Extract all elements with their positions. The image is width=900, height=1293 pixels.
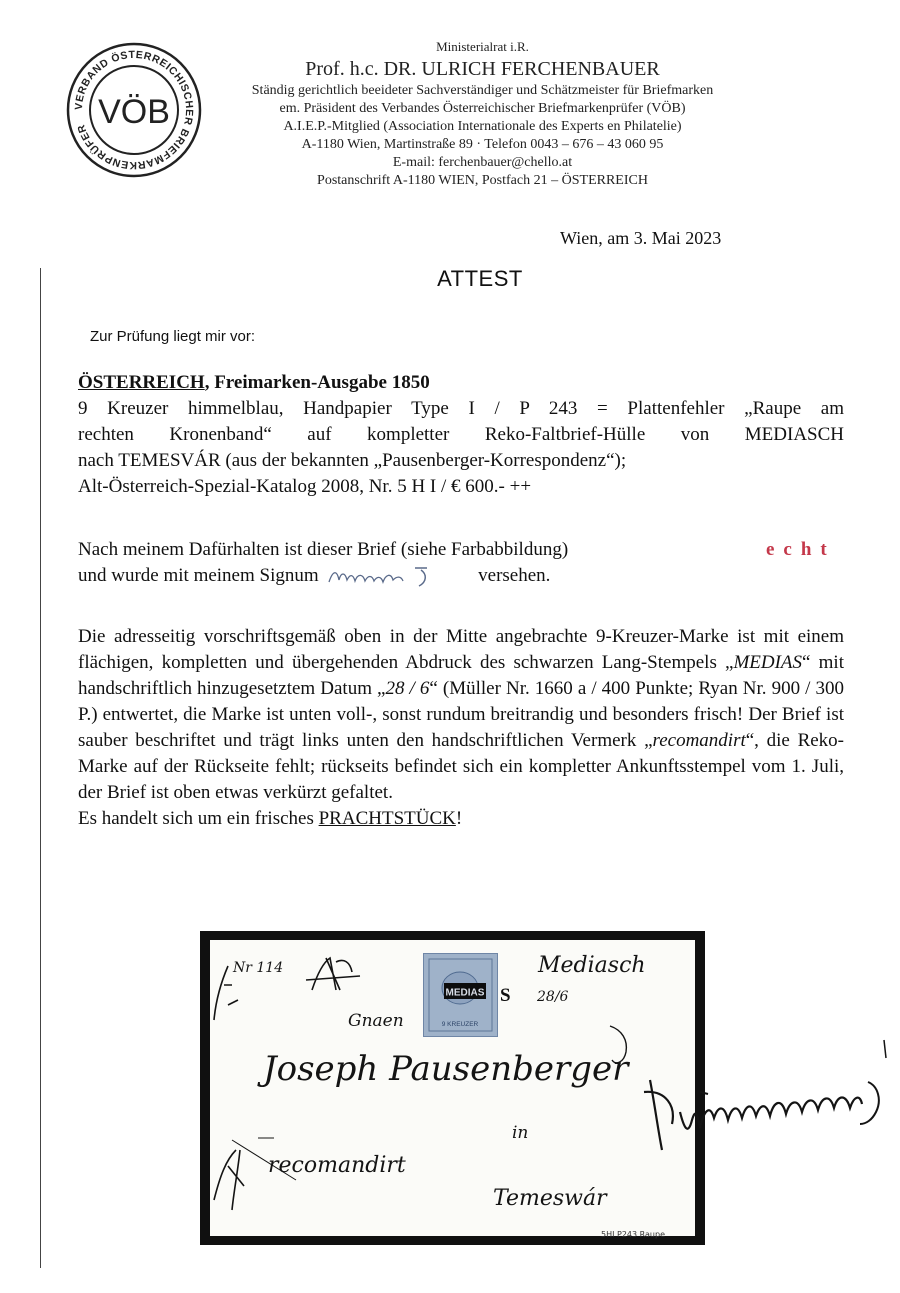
opinion-line: Nach meinem Dafürhalten ist dieser Brief (siehe Farbabbildung) [78, 539, 569, 560]
letterhead [215, 38, 750, 190]
description-text: “, die Reko-Marke auf der Rückseite fehlt; rückseits befindet sich ein kompletter Ankunftsstempel vom 1. Juli, der Brief ist oben etwas verkürzt gefaltet. [78, 730, 845, 803]
description-text: “ (Müller Nr. 1660 a / 400 Punkte; Ryan Nr. 900 / 300 P.) entwertet, die Marke ist unten voll-, sonst rundum breitrandig und besonders frisch! Der Brief ist sauber beschriftet und trägt links unten den handschriftlichen Vermerk „ [78, 678, 844, 751]
letterhead-postal: Postanschrift A-1180 WIEN, Postfach 21 – ÖSTERREICH [317, 173, 648, 188]
handwritten-salutation: Gnaen [348, 1011, 404, 1031]
document-heading: ATTEST [437, 266, 523, 291]
handwritten-left-note: Nr 114 [233, 960, 284, 976]
opinion-line: und wurde mit meinem Signum [78, 565, 319, 586]
item-line: Alt-Österreich-Spezial-Katalog 2008, Nr. 5 H I / € 600.- ++ [78, 476, 532, 497]
description-text: Die adresseitig vorschriftsgemäß oben in der Mitte angebrachte 9-Kreuzer-Marke ist mit einem flächigen, kompletten und übergehenden Abdruck des schwarzen Lang-Stempels „ [78, 626, 844, 673]
letterhead-line: A.I.E.P.-Mitglied (Association Internationale des Experts en Philatelie) [283, 119, 682, 134]
description-date: 28 / 6 [385, 678, 430, 699]
corner-note: 5HI P243 Raupe [601, 1230, 665, 1239]
item-line: 9 Kreuzer himmelblau, Handpapier Type I / P 243 = Plattenfehler „Raupe am [78, 398, 844, 419]
description-text: “ mit handschriftlich hinzugesetztem Datum „ [78, 652, 844, 699]
item-country: ÖSTERREICH [78, 372, 205, 393]
voeb-seal-logo [66, 42, 202, 178]
item-headline [78, 370, 844, 396]
item-description [78, 370, 844, 500]
conclusion [78, 806, 844, 832]
handwritten-date: 28/6 [537, 989, 569, 1005]
item-line: rechten Kronenband“ auf kompletter Reko-Faltbrief-Hülle von MEDIASCH [78, 424, 844, 445]
handwritten-origin: Mediasch [538, 953, 646, 978]
letterhead-rank: Ministerialrat i.R. [436, 39, 529, 54]
letterhead-line: em. Präsident des Verbandes Österreichischer Briefmarkenprüfer (VÖB) [279, 101, 686, 116]
opinion-line: versehen. [478, 565, 551, 586]
conclusion-text: Es handelt sich um ein frisches [78, 808, 319, 829]
handwritten-addressee: Joseph Pausenberger [263, 1049, 629, 1089]
conclusion-highlight: PRACHTSTÜCK [318, 808, 456, 829]
item-line: nach TEMESVÁR (aus der bekannten „Pausenberger-Korrespondenz“); [78, 450, 627, 471]
cover-handwriting [190, 930, 900, 1260]
letterhead-line: Ständig gerichtlich beeideter Sachverständiger und Schätzmeister für Briefmarken [251, 83, 714, 98]
postmark-text: MEDIAS [445, 987, 485, 999]
letterhead-address: A-1180 Wien, Martinstraße 89 · Telefon 0043 – 676 – 43 060 95 [301, 137, 664, 152]
letterhead-name: Prof. h.c. DR. ULRICH FERCHENBAUER [305, 58, 660, 80]
svg-text:S: S [500, 985, 511, 1006]
opinion [78, 537, 844, 590]
intro-text: Zur Prüfung liegt mir vor: [90, 328, 256, 345]
handwritten-in: in [512, 1123, 529, 1143]
seal-ring-text: VERBAND ÖSTERREICHISCHER BRIEFMARKENPRÜFER [72, 48, 196, 172]
document-date: Wien, am 3. Mai 2023 [560, 228, 722, 248]
signum-signature [323, 564, 473, 590]
margin-line [40, 268, 41, 1268]
condition-description [78, 624, 844, 832]
verdict-echt: echt [766, 539, 836, 560]
letterhead-email: E-mail: ferchenbauer@chello.at [392, 155, 573, 170]
item-issue: , Freimarken-Ausgabe 1850 [204, 372, 430, 393]
seal-center-text: VÖB [98, 93, 170, 131]
description-postmark: MEDIAS [733, 652, 803, 673]
handwritten-destination: Temeswár [493, 1186, 607, 1211]
stamp-value: 9 KREUZER [441, 1021, 479, 1028]
description-note: recomandirt [652, 730, 746, 751]
conclusion-text: ! [455, 808, 463, 829]
handwritten-reko-note: recomandirt [268, 1153, 406, 1178]
